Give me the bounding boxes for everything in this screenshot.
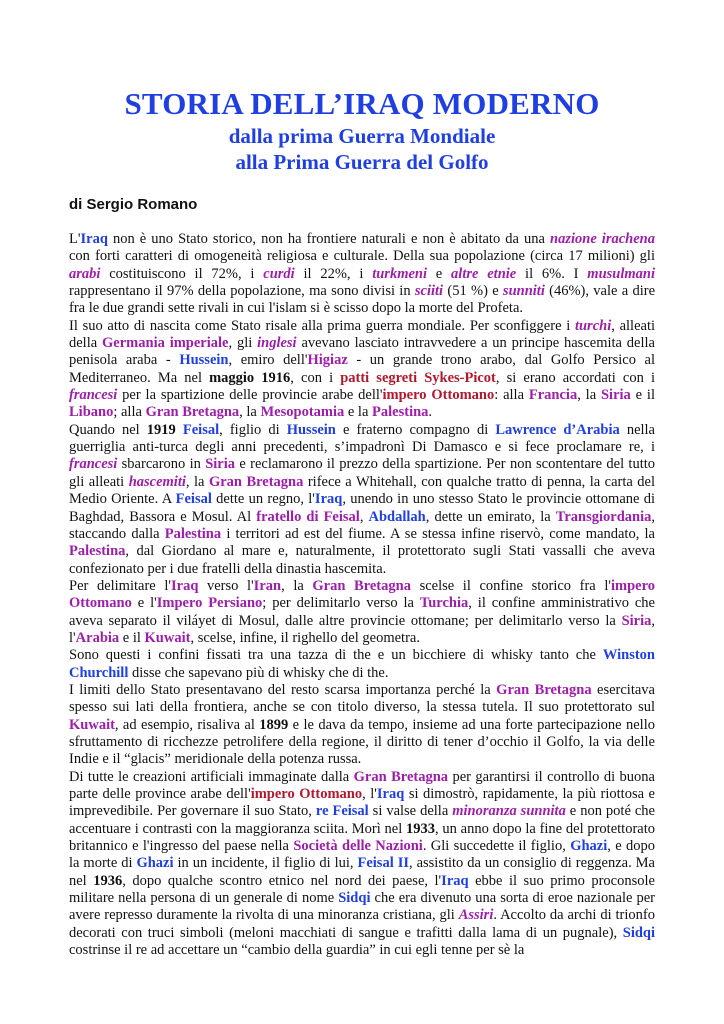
highlighted-term: Ghazi [136, 855, 174, 872]
text-run: (51 %) e [443, 283, 503, 300]
text-run: , il confine amministrativo che aveva separato il viláyet di Mosul, dalle altre provincie ottomane; per delimitarlo verso la [69, 595, 655, 629]
text-run: , dal Giordano al mare e, naturalmente, il protettorato sugli Stati vassalli che aveva confezionato per i due fratelli della dinastia hascemita. [69, 543, 655, 577]
highlighted-term: Iraq [314, 491, 343, 508]
text-run: , unendo in uno stesso Stato le provincie ottomane di Baghdad, Bassora e Mosul. Al [69, 491, 655, 525]
text-run: Quando nel [69, 421, 147, 438]
highlighted-term: arabi [69, 265, 101, 282]
paragraph [69, 682, 655, 769]
text-run: si valse della [368, 803, 453, 820]
text-run: per garantirsi il controllo di buona parte delle province arabe dell' [69, 768, 655, 802]
highlighted-term: Turchia [419, 595, 469, 612]
highlighted-term: Hussein [286, 421, 336, 438]
text-run: , dopo qualche scontro etnico nel nord dei paese, l' [122, 872, 442, 889]
highlighted-term: Lawrence d’Arabia [495, 421, 620, 438]
text-run: L' [69, 231, 81, 247]
text-run: rappresentano il 97% della popolazione, ma sono divisi in [69, 283, 415, 300]
highlighted-term: Siria [205, 456, 236, 473]
text-run: non è uno Stato storico, non ha frontiere naturali e non è abitato da una [107, 231, 551, 247]
text-run: , un anno dopo la fine del protettorato britannico e l'ingresso del paese nella [69, 820, 655, 855]
document-subtitle-line-1: dalla prima Guerra Mondiale [228, 124, 496, 148]
highlighted-term: Iraq [441, 872, 469, 889]
text-run: ebbe il suo primo proconsole militare nella persona di un generale di nome [69, 872, 655, 907]
paragraph [69, 231, 655, 318]
highlighted-term: Abdallah [368, 508, 426, 525]
text-run [176, 422, 183, 438]
text-run: , con i [290, 369, 341, 386]
text-run: e fraterno compagno di [335, 421, 496, 438]
text-run: , emiro dell' [228, 352, 308, 369]
highlighted-term: re Feisal [315, 803, 369, 820]
highlighted-term: Mesopotamia [260, 404, 345, 421]
highlighted-term: altre etnie [451, 265, 517, 282]
text-run: nella guerriglia anti-turca degli anni precedenti, s’impadronì Di Damasco e si fece proclamare re, i [69, 421, 655, 456]
highlighted-term: sunniti [502, 283, 545, 300]
text-run: e [427, 265, 452, 282]
highlighted-term: Germania imperiale [102, 335, 229, 352]
highlighted-term: Feisal II [357, 855, 409, 872]
text-run: , [359, 508, 369, 525]
highlighted-term: impero Ottomano [250, 786, 363, 802]
highlighted-term: musulmani [587, 265, 655, 282]
text-run: e l' [131, 595, 157, 612]
text-run: : alla [494, 387, 529, 404]
text-run: , ad esempio, risaliva al [114, 716, 260, 733]
article-body [69, 231, 655, 959]
highlighted-term: curdi [263, 265, 295, 282]
text-run: Sono questi i confini fissati tra una tazza di the e un bicchiere di whisky tanto che [69, 647, 603, 664]
highlighted-term: Francia [528, 387, 578, 404]
text-run: e le dava da tempo, insieme ad una forte partecipazione nello sfruttamento di ricchezze petrolifere della regione, il diritto di tener d’occhio il Golfo, la via delle Indie e il “glacis” meridionale della potenza russa. [69, 716, 655, 768]
highlighted-term: Palestina [69, 543, 126, 560]
text-run: , alleati della [69, 317, 655, 352]
text-run: , la [577, 387, 601, 404]
paragraph [69, 578, 655, 647]
text-run: verso l' [198, 577, 254, 594]
text-run: . Accolto da archi di trionfo decorati con truci simboli (meloni macchiati di sangue e trafitti dalla lama di un pugnale), [69, 907, 655, 941]
highlighted-term: Higiaz [307, 352, 348, 369]
highlighted-term: patti segreti Sykes-Picot [340, 369, 496, 386]
highlighted-term: Arabia [75, 629, 120, 646]
highlighted-term: Siria [621, 612, 652, 629]
text-run: , scelse, infine, il righello del geometra. [190, 629, 420, 646]
highlighted-term: Iraq [376, 786, 405, 802]
highlighted-term: Società delle Nazioni [293, 838, 423, 855]
highlighted-term: Gran Bretagna [208, 473, 304, 490]
text-run: si dimostrò, rapidamente, la più riottosa e imprevedibile. Per governare il suo Stato, [69, 786, 655, 820]
highlighted-term: Feisal [182, 421, 220, 438]
text-run: costituiscono il 72%, i [100, 265, 264, 282]
text-run: avevano lasciato intravvedere a un principe hascemita della penisola araba - [69, 335, 655, 369]
text-run: con forti caratteri di omogeneità religiosa e culturale. Della sua popolazione (circa 17 milioni) gli [69, 248, 655, 265]
paragraph [69, 422, 655, 578]
highlighted-term: Kuwait [144, 629, 191, 646]
highlighted-term: fratello di Feisal [256, 508, 360, 525]
highlighted-term: Sidqi [338, 890, 371, 907]
text-run: Il suo atto di nascita come Stato risale alla prima guerra mondiale. Per sconfiggere i [69, 317, 575, 334]
highlighted-term: Siria [600, 387, 631, 404]
text-run: , l' [69, 612, 655, 646]
text-run: ; alla [113, 404, 146, 421]
text-run: - un grande trono arabo, dal Golfo Persico al Mediterraneo. Ma nel [69, 352, 655, 386]
highlighted-term: maggio 1916 [209, 369, 291, 386]
text-run: il 22%, i [294, 265, 373, 282]
highlighted-term: impero Ottomano [382, 387, 495, 404]
paragraph [69, 318, 655, 422]
text-run: . Gli succedette il figlio, [422, 838, 571, 855]
text-run: , la [239, 404, 261, 421]
highlighted-term: Winston Churchill [69, 647, 655, 681]
highlighted-term: inglesi [257, 335, 297, 352]
text-run: . [428, 404, 433, 421]
text-run: disse che sapevano più di whisky che di the. [128, 664, 389, 681]
highlighted-term: Palestina [164, 525, 222, 542]
highlighted-term: Iran [253, 577, 282, 594]
text-run: , la [185, 473, 209, 490]
highlighted-term: Transgiordania [555, 508, 652, 525]
highlighted-term: 1919 [146, 421, 176, 438]
highlighted-term: Gran Bretagna [353, 768, 449, 785]
text-run: , gli [228, 335, 258, 352]
text-run: e il [630, 387, 655, 404]
highlighted-term: Palestina [372, 404, 429, 421]
paragraph [69, 769, 655, 960]
highlighted-term: Ghazi [570, 838, 608, 855]
text-run: (46%), vale a dire fra le due grandi sette rivali in cui l'islam si è scisso dopo la morte del Profeta. [69, 283, 655, 317]
text-run: esercitava spesso sui lati della frontiera, anche se con titolo diverso, la stessa tutela. Il suo protettorato sul [69, 681, 655, 716]
highlighted-term: minoranza sunnita [452, 803, 566, 820]
text-run: , figlio di [219, 421, 287, 438]
highlighted-term: Gran Bretagna [312, 577, 411, 594]
highlighted-term: 1933 [406, 820, 435, 837]
text-run: sbarcarono in [117, 456, 206, 473]
text-run: , e dopo la morte di [69, 838, 655, 872]
text-run: , l' [362, 786, 377, 802]
text-run: che era divenuto una sorta di eroe nazionale per avere represso duramente la rivolta di una minoranza cristiana, gli [69, 890, 655, 924]
highlighted-term: turchi [574, 317, 612, 334]
highlighted-term: Iraq [170, 577, 199, 594]
text-run: in un incidente, il figlio di lui, [173, 855, 358, 872]
author-byline: di Sergio Romano [69, 196, 198, 213]
highlighted-term: 1936 [93, 872, 123, 889]
text-run: I limiti dello Stato presentavano del resto scarsa importanza perché la [69, 681, 497, 698]
text-run: costrinse il re ad accettare un “cambio della guardia” in cui egli tenne per sè la [69, 942, 525, 959]
highlighted-term: Libano [69, 404, 114, 421]
paragraph [69, 647, 655, 682]
highlighted-term: Gran Bretagna [496, 681, 592, 698]
text-run: per la spartizione delle provincie arabe dell' [117, 387, 383, 404]
highlighted-term: Kuwait [69, 716, 115, 733]
highlighted-term: impero Ottomano [69, 577, 656, 612]
text-run: e il [119, 629, 145, 646]
highlighted-term: Iraq [80, 231, 108, 247]
text-run: , staccando dalla [69, 508, 656, 542]
document-subtitle-line-2: alla Prima Guerra del Golfo [235, 150, 489, 174]
document-title: STORIA DELL’IRAQ MODERNO [124, 86, 600, 121]
highlighted-term: Sidqi [622, 924, 655, 941]
highlighted-term: Assiri [458, 907, 494, 924]
highlighted-term: hascemiti [128, 473, 186, 490]
text-run: il 6%. I [516, 265, 588, 282]
text-run: ; per delimitarlo verso la [262, 595, 420, 612]
highlighted-term: nazione irachena [550, 231, 655, 247]
text-run: e non poté che accentuare i contrasti con la maggioranza sciita. Morì nel [69, 803, 655, 837]
text-run: , si erano accordati con i [495, 369, 655, 386]
text-run: Di tutte le creazioni artificiali immaginate dalla [69, 768, 354, 785]
text-run: , dette un emirato, la [425, 508, 556, 525]
highlighted-term: Hussein [179, 352, 229, 369]
highlighted-term: francesi [69, 387, 118, 404]
text-run: , assistito da un consiglio di reggenza. Ma nel [69, 855, 655, 889]
highlighted-term: Feisal [175, 491, 212, 508]
highlighted-term: francesi [69, 456, 118, 473]
text-run: rifece a Whitehall, con qualche tratto di penna, la carta del Medio Oriente. A [69, 473, 656, 508]
highlighted-term: 1899 [259, 716, 289, 733]
text-run: dette un regno, l' [211, 491, 315, 508]
text-run: , la [281, 577, 313, 594]
highlighted-term: turkmeni [372, 265, 427, 282]
text-run: scelse il confine storico fra l' [410, 577, 611, 594]
highlighted-term: Impero Persiano [156, 595, 263, 612]
text-run: e reclamarono il prezzo della spartizione. Per non scontentare del tutto gli alleati [69, 456, 656, 490]
highlighted-term: Gran Bretagna [145, 404, 240, 421]
text-run: i territori ad est del fiume. A se stessa infine riservò, come mandato, la [221, 525, 655, 542]
text-run: Per delimitare l' [69, 577, 171, 594]
text-run: e la [344, 404, 373, 421]
highlighted-term: sciiti [414, 283, 444, 300]
